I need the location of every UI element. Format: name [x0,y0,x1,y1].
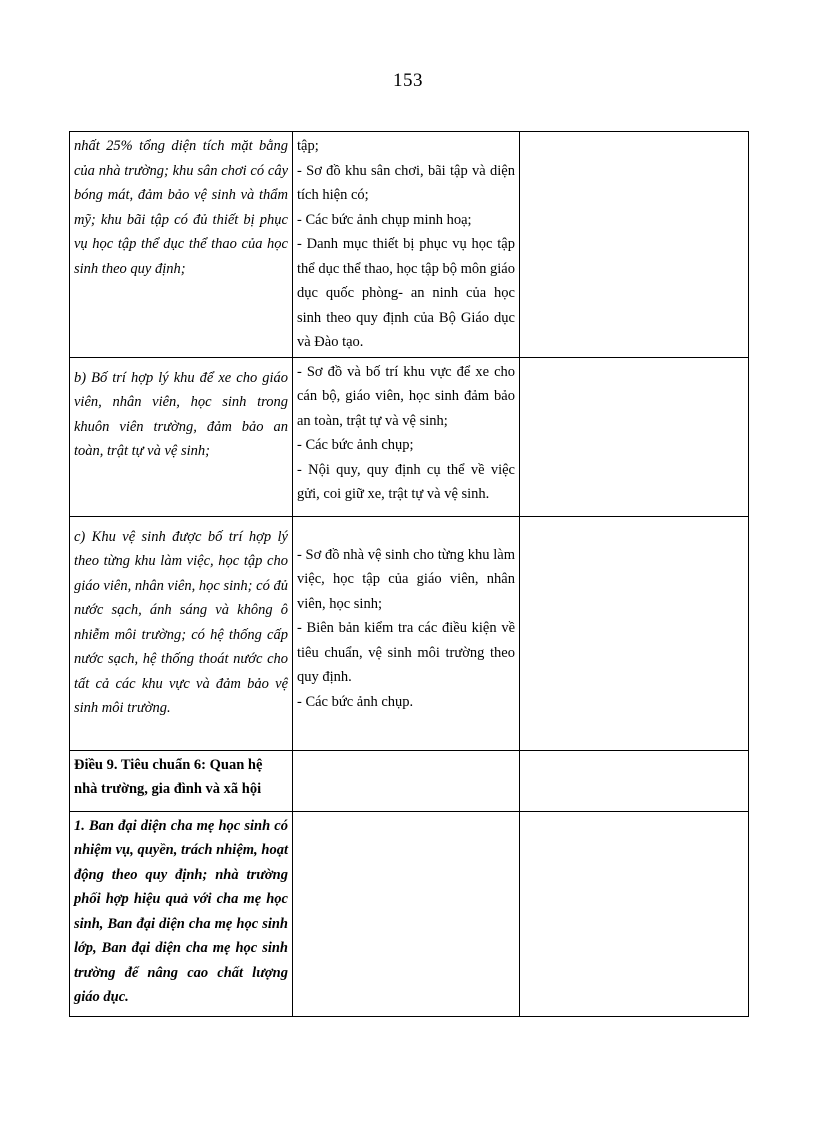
table-row [70,516,749,750]
table-row [70,357,749,516]
evidence-item: - Sơ đồ nhà vệ sinh cho từng khu làm việc, học tập của giáo viên, nhân viên, học sinh; [297,546,515,612]
evidence-item: - Biên bản kiểm tra các điều kiện về tiêu chuẩn, vệ sinh môi trường theo quy định. [297,620,515,685]
criterion-cell: b) Bố trí hợp lý khu để xe cho giáo viên, nhân viên, học sinh trong khuôn viên trường, đảm bảo an toàn, trật tự và vệ sinh; [70,357,293,516]
evidence-cell [293,132,520,358]
evidence-item: tập; [297,138,319,154]
criterion-cell: nhất 25% tổng diện tích mặt bằng của nhà trường; khu sân chơi có cây bóng mát, đảm bảo vệ sinh và thẩm mỹ; khu bãi tập có đủ thiết bị phục vụ học tập thể dục thể thao của học sinh theo quy định; [70,132,293,358]
evidence-item: - Các bức ảnh chụp minh hoạ; [297,211,472,228]
evidence-cell [293,357,520,516]
evidence-cell [293,516,520,750]
evidence-item: - Nội quy, quy định cụ thể về việc gửi, coi giữ xe, trật tự và vệ sinh. [297,461,515,502]
evidence-cell [293,750,520,811]
notes-cell [520,516,749,750]
notes-cell [520,357,749,516]
evidence-item: - Sơ đồ và bố trí khu vực để xe cho cán bộ, giáo viên, học sinh đảm bảo an toàn, trật tự và vệ sinh; [297,363,515,429]
criterion-cell: 1. Ban đại diện cha mẹ học sinh có nhiệm vụ, quyền, trách nhiệm, hoạt động theo quy định; nhà trường phối hợp hiệu quả với cha mẹ học sinh, Ban đại diện cha mẹ học sinh lớp, Ban đại diện cha mẹ học sinh trường để nâng cao chất lượng giáo dục. [70,811,293,1016]
criterion-cell: c) Khu vệ sinh được bố trí hợp lý theo từng khu làm việc, học tập cho giáo viên, nhân viên, học sinh; có đủ nước sạch, ánh sáng và không ô nhiễm môi trường; có hệ thống cấp nước sạch, hệ thống thoát nước cho tất cả các khu vực và đảm bảo vệ sinh môi trường. [70,516,293,750]
evidence-item: - Các bức ảnh chụp. [297,693,414,710]
table-row [70,811,749,1016]
notes-cell [520,750,749,811]
section-heading-cell: Điều 9. Tiêu chuẩn 6: Quan hệ nhà trường, gia đình và xã hội [70,750,293,811]
notes-cell [520,811,749,1016]
evidence-item: - Sơ đồ khu sân chơi, bãi tập và diện tích hiện có; [297,162,515,203]
table-row [70,750,749,811]
page-number: 153 [393,70,423,91]
notes-cell [520,132,749,358]
standards-table [69,131,749,1017]
evidence-cell [293,811,520,1016]
evidence-item: - Danh mục thiết bị phục vụ học tập thể dục thể thao, học tập bộ môn giáo dục quốc phòng- an ninh của học sinh theo quy định của Bộ Giáo dục và Đào tạo. [297,236,515,350]
table-row [70,132,749,358]
evidence-item: - Các bức ảnh chụp; [297,437,414,453]
